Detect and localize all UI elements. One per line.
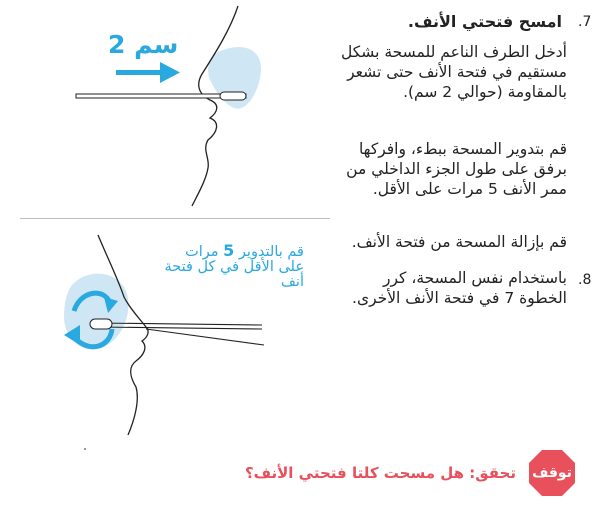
check-question: تحقق: هل مسحت كلتا فتحتي الأنف؟ [244, 464, 516, 482]
depth-label: سم 2 [108, 30, 179, 59]
section-divider [20, 218, 330, 219]
step7-paragraph-2 [330, 139, 567, 199]
insert-arrow-head [160, 62, 180, 83]
step8-line: باستخدام نفس المسحة، كرر [383, 269, 567, 287]
swab-tip [220, 92, 246, 100]
step7-p1-line: بالمقاومة (حوالي 2 سم). [403, 83, 567, 101]
swab-stick-angled [146, 329, 264, 345]
rotate-label-line1: قم بالتدوير 5 مرات [185, 241, 304, 260]
stop-label: توقف [532, 465, 572, 481]
step7-p2-line: قم بتدوير المسحة ببطء، وافركها [358, 140, 567, 158]
step8-paragraph [320, 268, 567, 308]
insert-arrow-shaft [116, 70, 162, 75]
step7-p2-line: برفق على طول الجزء الداخلي من [346, 160, 567, 178]
step7-number: .7 [578, 14, 592, 30]
step8-number: .8 [578, 272, 592, 288]
step7-p1-line: مستقيم في فتحة الأنف حتى تشعر [347, 63, 567, 81]
rotate-label-line3: أنف [280, 274, 304, 290]
decorative-dot [84, 448, 86, 450]
step7-title: امسح فتحتي الأنف. [407, 12, 562, 31]
rotate-label-line2: على الأقل في كل فتحة [164, 259, 304, 275]
swab-tip [90, 319, 112, 329]
step7-p2-line: ممر الأنف 5 مرات على الأقل. [372, 180, 567, 198]
step8-line: الخطوة 7 في فتحة الأنف الأخرى. [352, 289, 567, 307]
rotate-label [150, 243, 304, 290]
step7-paragraph-1 [330, 42, 567, 102]
step7-paragraph-3: قم بإزالة المسحة من فتحة الأنف. [351, 233, 567, 251]
step7-p1-line: أدخل الطرف الناعم للمسحة بشكل [341, 43, 567, 61]
